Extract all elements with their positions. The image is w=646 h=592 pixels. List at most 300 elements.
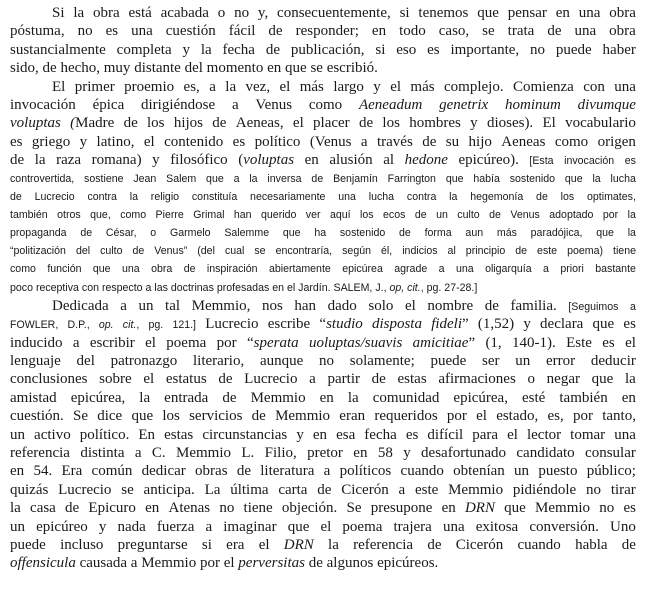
word xyxy=(93,4,120,22)
text-run: objeción. xyxy=(281,500,338,517)
text-run: es xyxy=(405,426,419,443)
word xyxy=(409,114,461,132)
text-run: “ xyxy=(319,316,327,333)
word xyxy=(97,133,135,151)
text-run: poema xyxy=(166,334,207,351)
word xyxy=(330,206,351,224)
text-run: optimates, xyxy=(587,190,636,203)
word xyxy=(284,536,314,554)
text-run: Dedicada xyxy=(52,297,109,314)
word xyxy=(139,389,150,407)
word xyxy=(259,536,270,554)
word xyxy=(415,481,438,499)
word xyxy=(288,518,310,536)
word xyxy=(73,4,84,22)
word xyxy=(99,315,114,333)
text-run: consular xyxy=(585,444,636,461)
word xyxy=(470,188,523,206)
text-run: sperata xyxy=(253,334,299,351)
text-run: este xyxy=(537,245,558,258)
text-run: de xyxy=(10,152,25,169)
footnote-text: FOWLER, xyxy=(10,319,59,332)
text-run: el xyxy=(404,297,416,314)
text-run: inversa xyxy=(267,172,302,185)
word xyxy=(219,499,234,517)
text-run: DRN xyxy=(464,500,495,517)
word xyxy=(311,170,323,188)
word xyxy=(147,114,165,132)
text-run: a xyxy=(130,555,138,572)
text-run: fuerza xyxy=(156,518,195,535)
word xyxy=(99,370,132,388)
word xyxy=(282,499,337,517)
word xyxy=(124,114,138,132)
word xyxy=(80,224,92,242)
text-run: Memmio xyxy=(275,408,331,425)
text-run: del xyxy=(184,60,203,77)
word xyxy=(234,170,240,188)
text-run: una xyxy=(131,23,153,40)
text-run: de xyxy=(42,60,57,77)
text-run: afirmaciones xyxy=(438,371,516,388)
text-run: por xyxy=(572,408,593,425)
word xyxy=(599,499,614,517)
text-run: literatura xyxy=(260,463,315,480)
word xyxy=(372,370,386,388)
word xyxy=(578,96,636,114)
text-run: al xyxy=(383,152,395,169)
word xyxy=(10,499,21,517)
word xyxy=(482,352,500,370)
word xyxy=(309,334,402,352)
word xyxy=(501,133,545,151)
word xyxy=(73,407,88,425)
text-run: tomar xyxy=(570,426,606,443)
word xyxy=(427,426,463,444)
text-line xyxy=(10,22,636,40)
word xyxy=(543,260,549,278)
word xyxy=(565,170,583,188)
text-run: fecha xyxy=(364,426,397,443)
text-run: incluso xyxy=(60,536,104,553)
word xyxy=(10,206,48,224)
word xyxy=(205,315,258,333)
text-run: es xyxy=(427,41,440,58)
text-run: a xyxy=(231,96,239,113)
text-run: es xyxy=(623,316,636,333)
text-run: solamente; xyxy=(349,353,415,369)
text-run: tal xyxy=(165,297,181,314)
text-run: de xyxy=(489,208,501,221)
text-run: deducir xyxy=(590,353,636,369)
word xyxy=(88,499,135,517)
word xyxy=(402,242,437,260)
text-run: es, xyxy=(547,408,564,425)
text-run: que xyxy=(285,60,307,77)
word xyxy=(90,206,111,224)
word xyxy=(93,260,111,278)
text-run: patronazgo xyxy=(110,353,178,369)
word xyxy=(265,444,297,462)
word xyxy=(390,78,401,96)
text-run: la xyxy=(592,172,601,185)
text-run: latino, xyxy=(96,133,135,150)
text-run: profesadas xyxy=(216,281,270,294)
text-run: Lucrecio xyxy=(244,371,298,388)
word xyxy=(340,462,392,480)
word xyxy=(592,370,614,388)
text-run: , xyxy=(420,281,424,294)
word xyxy=(32,133,70,151)
word xyxy=(278,481,307,499)
word xyxy=(447,407,467,425)
word xyxy=(234,206,252,224)
footnote-text: [Esta xyxy=(529,155,554,168)
word xyxy=(602,407,636,425)
word xyxy=(472,426,498,444)
word xyxy=(207,260,258,278)
word xyxy=(309,96,342,114)
text-line xyxy=(10,41,636,59)
word xyxy=(476,407,487,425)
word xyxy=(174,114,203,132)
text-run: por xyxy=(199,555,220,572)
text-run: cuando xyxy=(400,463,444,480)
word xyxy=(241,444,254,462)
text-run: que xyxy=(504,500,526,517)
word xyxy=(496,407,538,425)
word xyxy=(10,334,63,352)
text-run: en xyxy=(441,500,456,517)
word xyxy=(614,78,636,96)
text-run: Epicuro xyxy=(88,500,136,517)
text-run: de xyxy=(265,41,280,58)
text-run: pretor xyxy=(307,444,343,461)
text-run: vez, xyxy=(245,78,271,95)
word xyxy=(394,518,432,536)
text-run: una xyxy=(574,23,597,40)
word xyxy=(192,188,237,206)
text-line xyxy=(10,444,636,462)
word xyxy=(34,426,71,444)
text-run: de xyxy=(536,190,548,203)
word xyxy=(149,315,164,333)
footnote-text: D.P., xyxy=(67,319,90,332)
word xyxy=(470,114,478,132)
word xyxy=(347,499,362,517)
word xyxy=(482,22,495,40)
text-run: causada xyxy=(79,555,128,572)
word xyxy=(603,41,636,59)
word xyxy=(456,260,474,278)
text-run: El xyxy=(52,78,66,95)
word xyxy=(234,4,249,22)
text-run: de xyxy=(251,408,266,425)
text-run: raza xyxy=(56,152,82,169)
text-run: en xyxy=(272,281,285,294)
word xyxy=(359,114,373,132)
text-run: Era xyxy=(61,463,83,480)
text-run: también xyxy=(559,389,608,406)
word xyxy=(262,297,283,315)
word xyxy=(141,96,215,114)
text-run: voluptas xyxy=(10,115,61,132)
text-run: tiene xyxy=(613,245,636,258)
text-run: dedicar xyxy=(141,463,186,480)
text-run: está xyxy=(128,5,152,21)
text-run: es xyxy=(232,133,246,150)
word xyxy=(319,315,362,333)
text-run: a xyxy=(145,281,152,294)
word xyxy=(142,462,186,480)
word xyxy=(361,133,368,151)
text-line xyxy=(10,96,636,114)
text-run: epicúrea xyxy=(342,263,383,276)
word xyxy=(75,78,115,96)
word xyxy=(268,315,310,333)
text-run: lector xyxy=(526,426,562,443)
word xyxy=(223,41,255,59)
word xyxy=(373,389,440,407)
word xyxy=(575,536,607,554)
word xyxy=(535,499,590,517)
text-run: C. xyxy=(151,444,166,461)
word xyxy=(570,426,605,444)
text-run: amicitiae xyxy=(412,334,469,351)
word xyxy=(277,4,391,22)
footnote-text: 121.] xyxy=(172,319,196,332)
text-run: el xyxy=(258,536,270,553)
text-run: no xyxy=(319,353,335,369)
text-run: de xyxy=(414,208,427,221)
text-run: los xyxy=(560,190,575,203)
word xyxy=(52,4,65,22)
word xyxy=(100,242,122,260)
text-run: de xyxy=(358,115,374,132)
text-run: en xyxy=(304,152,319,169)
text-run: hedone xyxy=(404,152,448,169)
word xyxy=(246,78,271,96)
text-run: cit. xyxy=(407,281,421,294)
word xyxy=(388,170,436,188)
text-run: puede xyxy=(10,536,46,553)
text-run: si xyxy=(201,536,212,553)
word xyxy=(184,260,196,278)
text-run: oligarquía xyxy=(485,263,532,276)
text-line xyxy=(10,151,636,169)
text-run: a xyxy=(233,172,240,185)
word xyxy=(413,334,476,352)
word xyxy=(275,407,330,425)
word xyxy=(233,133,246,151)
text-run: más xyxy=(410,78,435,95)
text-run: encontraría, xyxy=(275,245,333,258)
word xyxy=(342,518,382,536)
text-run: adoptado xyxy=(549,208,594,221)
text-run: obra xyxy=(151,263,173,276)
text-run: póstuma, xyxy=(10,23,65,40)
word xyxy=(319,352,334,370)
word xyxy=(511,297,557,315)
text-run: carta xyxy=(278,481,308,498)
word xyxy=(10,188,22,206)
word xyxy=(320,389,334,407)
text-run: político xyxy=(254,133,301,150)
text-run: distinta xyxy=(80,444,125,461)
word xyxy=(446,170,464,188)
word xyxy=(76,242,90,260)
text-run: es, xyxy=(183,78,200,95)
word xyxy=(154,242,187,260)
word xyxy=(111,352,178,370)
text-run: esa xyxy=(336,426,356,443)
text-run: a xyxy=(323,463,331,480)
text-run: por xyxy=(446,408,467,425)
word xyxy=(251,389,306,407)
word xyxy=(35,188,75,206)
word xyxy=(368,297,393,315)
word xyxy=(478,315,514,333)
word xyxy=(294,297,316,315)
text-run: doctrinas xyxy=(170,281,214,294)
word xyxy=(118,536,188,554)
word xyxy=(555,133,588,151)
word xyxy=(353,536,413,554)
text-run: puede xyxy=(555,41,592,58)
word xyxy=(446,133,459,151)
text-run: (1, xyxy=(485,334,502,351)
text-line xyxy=(10,315,636,333)
text-run: nada xyxy=(117,518,146,535)
text-run: alusión xyxy=(329,152,373,169)
text-run: político. xyxy=(79,426,130,443)
text-run: poco xyxy=(10,281,33,294)
text-run: el xyxy=(145,334,156,351)
text-run: trata xyxy=(507,23,535,40)
word xyxy=(238,151,294,169)
text-line xyxy=(10,518,636,536)
word xyxy=(201,41,212,59)
word xyxy=(164,389,208,407)
text-run: fideli xyxy=(431,316,463,333)
word xyxy=(422,133,436,151)
paragraph xyxy=(10,297,636,573)
text-run: culto xyxy=(457,208,480,221)
text-run: solo xyxy=(368,297,394,314)
text-run: epicúreo xyxy=(36,518,88,535)
word xyxy=(623,315,636,333)
word xyxy=(338,188,356,206)
text-run: eran xyxy=(339,408,366,425)
word xyxy=(372,22,386,40)
text-run: muy xyxy=(103,60,131,77)
text-run: lucha xyxy=(368,190,395,203)
text-run: casa xyxy=(30,500,56,517)
word xyxy=(593,315,615,333)
word xyxy=(453,462,505,480)
text-run: una xyxy=(121,263,140,276)
word xyxy=(97,407,122,425)
text-run: con xyxy=(583,78,605,95)
text-run: trajera xyxy=(393,518,432,535)
text-run: En xyxy=(138,426,156,443)
text-run: de xyxy=(484,297,499,314)
word xyxy=(10,133,23,151)
text-run: del xyxy=(75,245,91,258)
text-run: de xyxy=(132,245,145,258)
text-run: y xyxy=(296,426,304,443)
text-run: Memmio xyxy=(535,500,591,517)
text-line xyxy=(10,426,636,444)
text-run: obra xyxy=(609,23,636,40)
word xyxy=(359,96,422,114)
text-run: 140-1). xyxy=(512,334,556,351)
text-run: conclusiones xyxy=(10,371,88,388)
word xyxy=(296,426,304,444)
text-run: el xyxy=(625,334,636,351)
word xyxy=(529,151,553,169)
text-run: de xyxy=(422,133,437,150)
text-run: Memmio xyxy=(448,481,504,498)
word xyxy=(230,481,268,499)
word xyxy=(170,151,228,169)
word xyxy=(614,426,636,444)
word xyxy=(372,315,422,333)
word xyxy=(514,462,529,480)
text-run: ecos xyxy=(383,208,406,221)
word xyxy=(333,170,378,188)
word xyxy=(237,462,251,480)
text-run: literario, xyxy=(192,353,245,369)
word xyxy=(222,389,236,407)
word xyxy=(193,352,244,370)
word xyxy=(515,242,527,260)
word xyxy=(10,279,477,297)
text-run: a xyxy=(120,297,127,314)
text-run: difícil xyxy=(427,426,464,443)
text-run: puesto xyxy=(538,463,578,480)
text-run: inspiración xyxy=(206,263,258,276)
word xyxy=(128,4,151,22)
word xyxy=(587,188,636,206)
word xyxy=(485,260,532,278)
text-run: en xyxy=(555,5,570,21)
word xyxy=(90,334,135,352)
text-run: El xyxy=(542,115,556,132)
text-run: un xyxy=(436,208,448,221)
text-run: en xyxy=(353,444,368,461)
word xyxy=(123,315,140,333)
word xyxy=(244,499,273,517)
text-run: que xyxy=(596,227,614,240)
text-run: circunstancias xyxy=(202,426,288,443)
text-run: aunque xyxy=(259,353,304,369)
text-line xyxy=(10,554,636,572)
word xyxy=(71,389,126,407)
word xyxy=(10,370,87,388)
word xyxy=(260,462,314,480)
word xyxy=(548,407,564,425)
text-run: querido xyxy=(261,208,297,221)
text-run: es xyxy=(105,23,119,40)
word xyxy=(399,481,406,499)
word xyxy=(450,41,519,59)
text-run: invocación xyxy=(10,96,76,113)
word xyxy=(497,224,517,242)
text-run: completa xyxy=(116,41,172,58)
text-line xyxy=(10,334,636,352)
word xyxy=(523,315,531,333)
